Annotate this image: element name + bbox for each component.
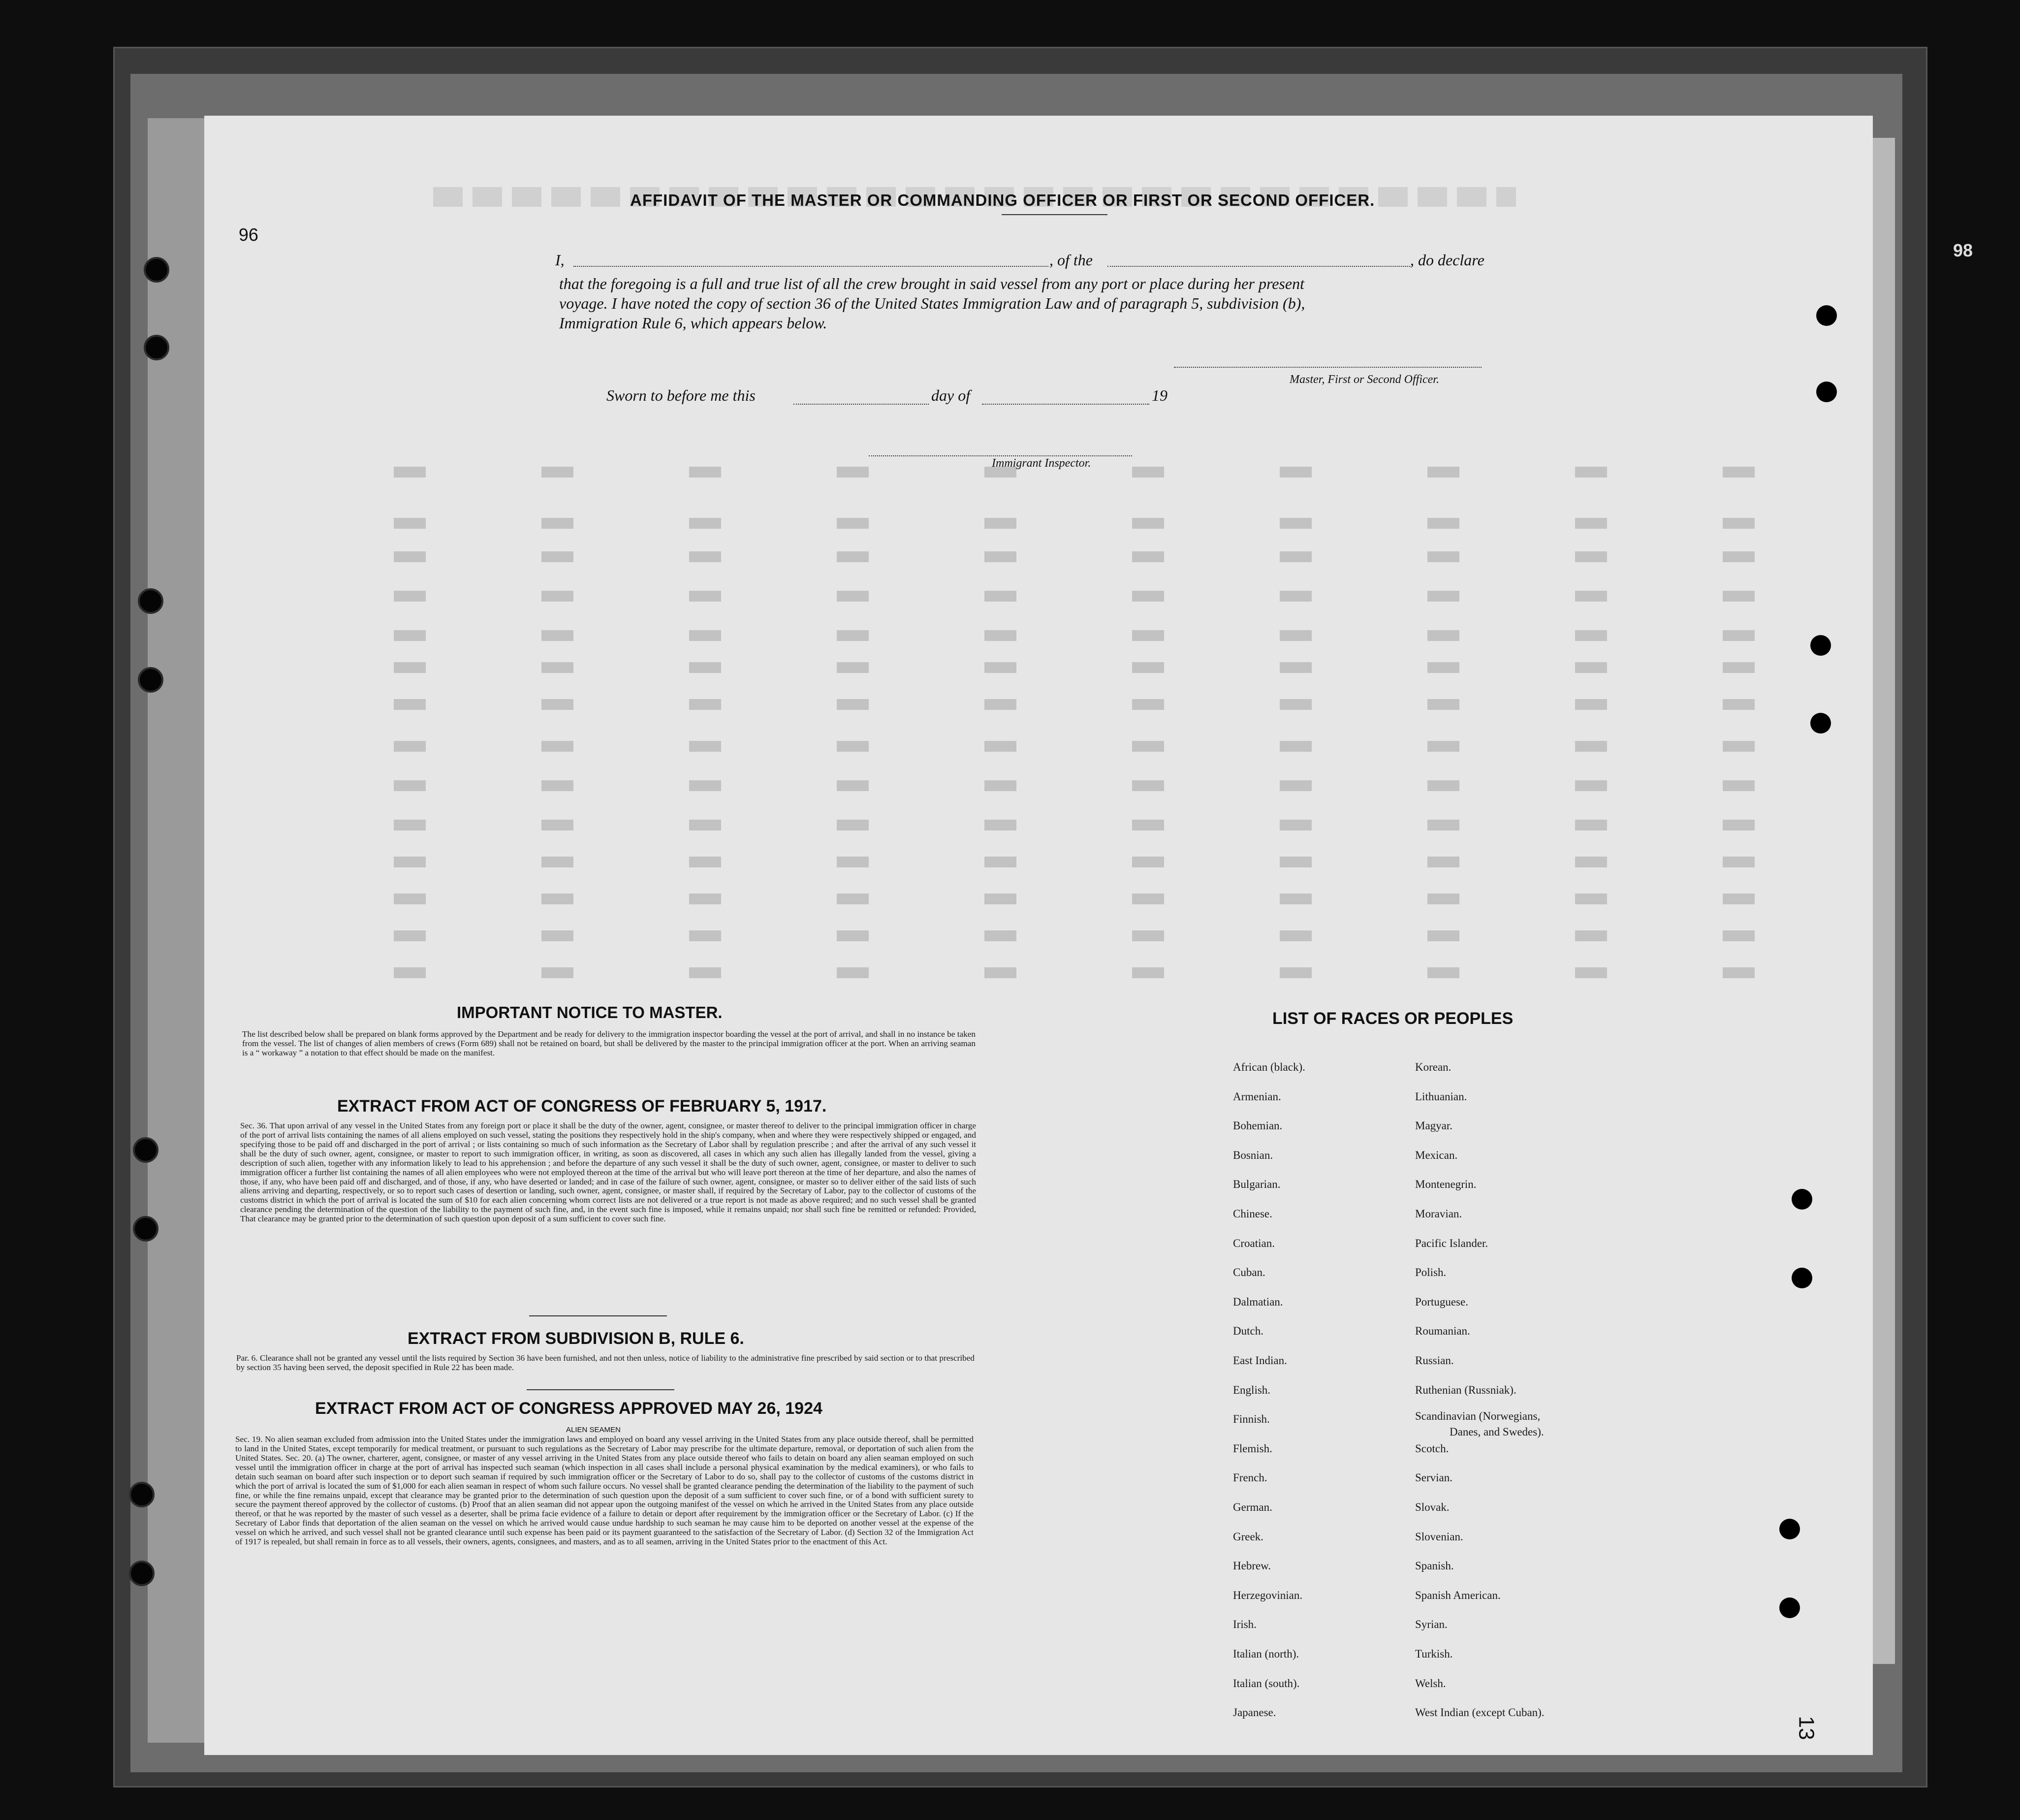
race-item: East Indian. xyxy=(1233,1354,1287,1367)
race-item: French. xyxy=(1233,1471,1267,1484)
binder-hole-icon xyxy=(1779,1597,1800,1618)
bleed-through-row xyxy=(320,551,1870,562)
notice-text: The list described below shall be prepared on blank forms approved by the Department and be ready for delivery to the immigration inspector boarding the vessel at the port of arrival, and shall in no instance be taken from the vessel. The list of changes of alien members of crews (Form 689) shall not be retained on board, but shall be delivered by the master to the principal immigration officer at the port. When an arriving seaman is a “ workaway ” a notation to that effect should be made on the manifest. xyxy=(242,1029,976,1057)
bleed-through-row xyxy=(320,967,1870,978)
race-item: Bosnian. xyxy=(1233,1149,1273,1161)
affidavit-of-the: , of the xyxy=(1049,251,1093,269)
race-item: Greek. xyxy=(1233,1530,1263,1543)
race-item: Scandinavian (Norwegians, xyxy=(1415,1410,1541,1423)
race-item: Herzegovinian. xyxy=(1233,1589,1303,1601)
race-item: Irish. xyxy=(1233,1618,1257,1631)
binder-hole-icon xyxy=(129,1482,155,1507)
inspector-signature-line xyxy=(869,455,1132,456)
bleed-through-row xyxy=(320,699,1870,710)
race-item: Flemish. xyxy=(1233,1442,1272,1455)
race-item: Slovak. xyxy=(1415,1501,1450,1513)
race-item: Spanish American. xyxy=(1415,1589,1501,1601)
race-item: Ruthenian (Russniak). xyxy=(1415,1383,1516,1396)
affidavit-do-declare: , do declare xyxy=(1410,251,1484,269)
race-item: Dalmatian. xyxy=(1233,1295,1283,1308)
race-item: Bulgarian. xyxy=(1233,1178,1281,1191)
officer-signature-line xyxy=(1174,367,1482,368)
day-of-label: day of xyxy=(931,386,971,404)
binder-hole-icon xyxy=(138,667,163,693)
bleed-through-row xyxy=(320,857,1870,867)
extract-1917-text: Sec. 36. That upon arrival of any vessel in the United States from any foreign port or place it shall be the duty of the owner, agent, consignee, or master thereof to deliver to the principal immigration officer in charge of the port of arrival lists containing the names of all aliens employed on such vessel, stating the positions they respectively hold in the ship's company, when and where they were respectively shipped or engaged, and specifying those to be paid off and discharged in the port of arrival ; or lists containing so much of such information as the Secretary of Labor shall by regulation prescribe ; and after the arrival of any such vessel it shall be the duty of such owner, agent, consignee, or master to report to such immigration officer, in writing, as soon as discovered, all cases in which any such alien has illegally landed from the vessel, giving a description of such alien, together with any information likely to lead to his apprehension ; and before the departure of any such vessel it shall be the duty of such owner, agent, consignee, or master to deliver to such immigration officer a further list containing the names of all alien employees who were not employed thereon at the time of the arrival but who will leave port thereon at the time of her departure, and also the names of those, if any, who have been paid off and discharged, and of those, if any, who have deserted or landed; and in case of the failure of such owner, agent, consignee, or master so to deliver either of the said lists of such aliens arriving and departing, respectively, or so to report such cases of desertion or landing, such owner, agent, consignee, or master shall, if required by the Secretary of Labor, pay to the collector of customs of the customs district in which the port of arrival is located the sum of $10 for each alien concerning whom correct lists are not delivered or a true report is not made as above required; and no such vessel shall be granted clearance pending the determination of the question of the liability to the payment of such fine, and, in the event such fine is imposed, while it remains unpaid; nor shall such fine be remitted or refunded: Provided, That clearance may be granted prior to the determination of such question upon deposit of a sum sufficient to cover such fine. xyxy=(240,1121,976,1224)
race-item: Welsh. xyxy=(1415,1677,1446,1690)
race-item: Scotch. xyxy=(1415,1442,1449,1455)
handwritten-page-number: 13 xyxy=(1794,1716,1819,1740)
race-item: Russian. xyxy=(1415,1354,1454,1367)
binder-hole-icon xyxy=(138,588,163,614)
race-item: Italian (north). xyxy=(1233,1648,1299,1660)
race-item: Syrian. xyxy=(1415,1618,1448,1631)
binder-hole-icon xyxy=(1779,1519,1800,1539)
rule6-text: Par. 6. Clearance shall not be granted any vessel until the lists required by Section 36 have been furnished, and not then unless, notice of liability to the administrative fine prescribed by said section or to that prescribed by section 35 having been served, the deposit specified in Rule 22 has been made. xyxy=(236,1353,975,1372)
race-item: Moravian. xyxy=(1415,1208,1462,1220)
title-rule xyxy=(1002,214,1107,215)
affidavit-i-label: I, xyxy=(555,251,565,269)
section-divider xyxy=(529,1315,667,1316)
inspector-label: Immigrant Inspector. xyxy=(992,457,1091,470)
binder-hole-icon xyxy=(1792,1268,1812,1288)
binder-hole-icon xyxy=(1810,713,1831,734)
race-item: Servian. xyxy=(1415,1471,1453,1484)
binder-hole-icon xyxy=(133,1137,158,1163)
race-item: Finnish. xyxy=(1233,1413,1270,1426)
bleed-through-row xyxy=(320,780,1870,791)
binder-hole-icon xyxy=(1816,305,1837,326)
affidavit-text-line-2: voyage. I have noted the copy of section 36 of the United States Immigration Law and of paragraph 5, subdivision (b), xyxy=(559,294,1305,312)
affidavit-text-line-1: that the foregoing is a full and true list of all the crew brought in said vessel from any port or place during her present xyxy=(559,275,1304,292)
race-item: Roumanian. xyxy=(1415,1325,1470,1338)
extract-1924-title: EXTRACT FROM ACT OF CONGRESS APPROVED MAY 26, 1924 xyxy=(315,1399,822,1418)
race-item: Montenegrin. xyxy=(1415,1178,1477,1191)
vessel-blank xyxy=(1107,266,1410,267)
race-item: Armenian. xyxy=(1233,1090,1281,1103)
officer-label: Master, First or Second Officer. xyxy=(1290,373,1439,386)
race-item: Lithuanian. xyxy=(1415,1090,1467,1103)
extract-1924-subtitle: ALIEN SEAMEN xyxy=(566,1426,621,1434)
race-item: Magyar. xyxy=(1415,1119,1453,1132)
binder-hole-icon xyxy=(1816,382,1837,402)
bleed-through-row xyxy=(320,630,1870,641)
race-item: Mexican. xyxy=(1415,1149,1458,1161)
bleed-through-row xyxy=(320,518,1870,529)
sworn-label: Sworn to before me this xyxy=(606,386,756,404)
bleed-through-row xyxy=(320,930,1870,941)
affidavit-text-line-3: Immigration Rule 6, which appears below. xyxy=(559,314,827,332)
bleed-through-row xyxy=(320,662,1870,673)
affidavit-title: AFFIDAVIT OF THE MASTER OR COMMANDING OFFICER OR FIRST OR SECOND OFFICER. xyxy=(630,191,1375,209)
notice-title: IMPORTANT NOTICE TO MASTER. xyxy=(457,1003,723,1022)
race-item: Japanese. xyxy=(1233,1706,1276,1719)
race-item: Slovenian. xyxy=(1415,1530,1463,1543)
race-item: Danes, and Swedes). xyxy=(1450,1426,1544,1438)
race-item: Dutch. xyxy=(1233,1325,1263,1338)
race-item: Portuguese. xyxy=(1415,1295,1468,1308)
race-item: Polish. xyxy=(1415,1266,1447,1279)
binder-hole-icon xyxy=(144,257,169,283)
race-item: Chinese. xyxy=(1233,1208,1272,1220)
bleed-through-row xyxy=(320,820,1870,830)
section-divider xyxy=(527,1389,674,1390)
binder-hole-icon xyxy=(129,1561,155,1586)
name-blank xyxy=(573,266,1048,267)
race-item: West Indian (except Cuban). xyxy=(1415,1706,1545,1719)
race-item: Croatian. xyxy=(1233,1237,1275,1249)
year-prefix: 19 xyxy=(1152,386,1168,404)
extract-1924-text: Sec. 19. No alien seaman excluded from admission into the United States under the immigration laws and employed on board any vessel arriving in the United States from any place outside thereof, shall be permitted to land in the United States, except temporarily for medical treatment, or pursuant to such regulations as the Secretary of Labor may prescribe for the ultimate departure, removal, or deportation of such alien from the United States. Sec. 20. (a) The owner, charterer, agent, consignee, or master of any vessel arriving in the United States from any place outside thereof who fails to detain on board any alien seaman employed on such vessel until the immigration officer in charge at the port of arrival has inspected such seaman (which inspection in all cases shall include a personal physical examination by the medical examiners), or who fails to detain such seaman on board after such inspection or to deport such seaman if required by such immigration officer or the Secretary of Labor to do so, shall pay to the collector of customs of the customs district in which the port of arrival is located the sum of $1,000 for each alien seaman in respect of whom such failure occurs. No vessel shall be granted clearance pending the determination of the liability to the payment of such fine, or while the fine remains unpaid, except that clearance may be granted prior to the determination of such question upon the deposit of a sum sufficient to cover such fine, or of a bond with sufficient surety to secure the payment thereof approved by the collector of customs. (b) Proof that an alien seaman did not appear upon the outgoing manifest of the vessel on which he arrived in the United States from any place outside thereof, or that he was reported by the master of such vessel as a deserter, shall be prima facie evidence of a failure to detain or deport after requirement by the immigration officer or the Secretary of Labor. (c) If the Secretary of Labor finds that deportation of the alien seaman on the vessel on which he arrived would cause undue hardship to such seaman he may cause him to be deported on another vessel at the expense of the vessel on which he arrived, and such vessel shall not be granted clearance until such expense has been paid or its payment guaranteed to the satisfaction of the Secretary of Labor. (d) Section 32 of the Immigration Act of 1917 is repealed, but shall remain in force as to all vessels, their owners, agents, consignees, and masters, and as to all seamen, arriving in the United States prior to the enactment of this Act. xyxy=(235,1435,974,1547)
month-blank xyxy=(982,404,1149,405)
race-item: Spanish. xyxy=(1415,1560,1454,1572)
bleed-through-row xyxy=(320,894,1870,904)
binder-hole-icon xyxy=(133,1216,158,1242)
bleed-through-row xyxy=(320,591,1870,602)
binder-hole-icon xyxy=(144,335,169,360)
bleed-through-row xyxy=(320,741,1870,752)
race-item: English. xyxy=(1233,1383,1271,1396)
race-item: Italian (south). xyxy=(1233,1677,1300,1690)
race-item: Korean. xyxy=(1415,1061,1452,1073)
right-page-number: 98 xyxy=(1953,240,1973,260)
day-blank xyxy=(793,404,929,405)
race-item: Hebrew. xyxy=(1233,1560,1271,1572)
race-item: Cuban. xyxy=(1233,1266,1265,1279)
race-item: Turkish. xyxy=(1415,1648,1453,1660)
rule6-title: EXTRACT FROM SUBDIVISION B, RULE 6. xyxy=(408,1329,744,1348)
bleed-through-row xyxy=(320,467,1870,478)
race-item: Pacific Islander. xyxy=(1415,1237,1488,1249)
binder-hole-icon xyxy=(1792,1189,1812,1210)
race-item: African (black). xyxy=(1233,1061,1305,1073)
race-item: German. xyxy=(1233,1501,1272,1513)
extract-1917-title: EXTRACT FROM ACT OF CONGRESS OF FEBRUARY 5, 1917. xyxy=(337,1097,827,1116)
race-item: Bohemian. xyxy=(1233,1119,1283,1132)
left-page-number: 96 xyxy=(239,224,259,245)
races-title: LIST OF RACES OR PEOPLES xyxy=(1272,1009,1514,1028)
